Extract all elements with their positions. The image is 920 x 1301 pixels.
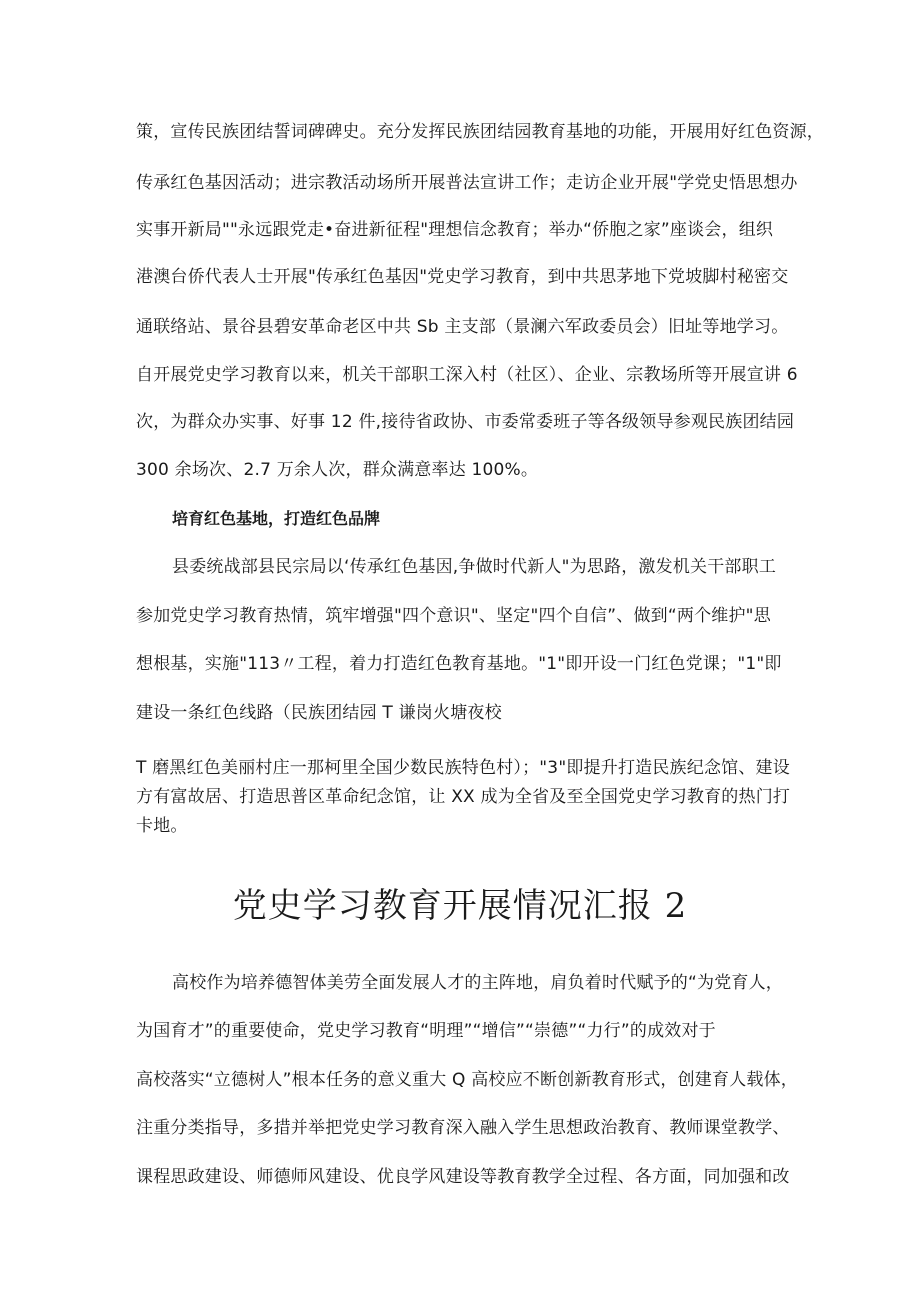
paragraph-line: 想根基，实施"113〃工程，着力打造红色教育基地。"1"即开设一门红色党课；"1"即 <box>136 654 782 674</box>
paragraph-line: 港澳台侨代表人士开展"传承红色基因"党史学习教育，到中共思茅地下党坡脚村秘密交 <box>136 267 789 287</box>
document-title: 党史学习教育开展情况汇报 2 <box>232 886 688 926</box>
paragraph-line: 县委统战部县民宗局以‘传承红色基因,争做时代新人"为思路，激发机关干部职工 <box>172 557 777 577</box>
paragraph-line: 建设一条红色线路（民族团结园 T 谦岗火塘夜校 <box>136 703 502 723</box>
paragraph-line: 传承红色基因活动；进宗教活动场所开展普法宣讲工作；走访企业开展"学党史悟思想办 <box>136 173 798 193</box>
paragraph-line: 课程思政建设、师德师风建设、优良学风建设等教育教学全过程、各方面，同加强和改 <box>136 1167 790 1187</box>
paragraph-line: 通联络站、景谷县碧安革命老区中共 Sb 主支部（景澜六军政委员会）旧址等地学习。 <box>136 317 789 337</box>
paragraph-line: 300 余场次、2.7 万余人次，群众满意率达 100%。 <box>136 460 539 480</box>
paragraph-line: 注重分类指导，多措并举把党史学习教育深入融入学生思想政治教育、教师课堂教学、 <box>136 1118 790 1138</box>
paragraph-line: 方有富故居、打造思普区革命纪念馆，让 XX 成为全省及至全国党史学习教育的热门打 <box>136 787 791 807</box>
paragraph-line: 为国育才”的重要使命，党史学习教育“明理”“增信”“崇德”“力行”的成效对于 <box>136 1021 716 1041</box>
paragraph-line: 策，宣传民族团结誓词碑碑史。充分发挥民族团结园教育基地的功能，开展用好红色资源， <box>136 122 824 142</box>
paragraph-line: 自开展党史学习教育以来，机关干部职工深入村（社区）、企业、宗教场所等开展宣讲 6 <box>136 365 798 385</box>
paragraph-line: T 磨黑红色美丽村庄一那柯里全国少数民族特色村）；"3"即提升打造民族纪念馆、建设 <box>136 758 790 778</box>
paragraph-line: 高校落实“立德树人”根本任务的意义重大 Q 高校应不断创新教育形式，创建育人载体， <box>136 1070 799 1090</box>
section-heading: 培育红色基地，打造红色品牌 <box>172 509 381 528</box>
paragraph-line: 次，为群众办实事、好事 12 件,接待省政协、市委常委班子等各级领导参观民族团结园 <box>136 412 795 432</box>
paragraph-line: 卡地。 <box>136 816 188 836</box>
paragraph-line: 参加党史学习教育热情，筑牢增强"四个意识"、坚定"四个自信”、做到“两个维护"思 <box>136 606 771 626</box>
paragraph-line: 高校作为培养德智体美劳全面发展人才的主阵地，肩负着时代赋予的“为党育人， <box>172 973 784 993</box>
paragraph-line: 实事开新局""永远跟党走•奋进新征程"理想信念教育；举办“侨胞之家”座谈会，组织 <box>136 220 774 240</box>
